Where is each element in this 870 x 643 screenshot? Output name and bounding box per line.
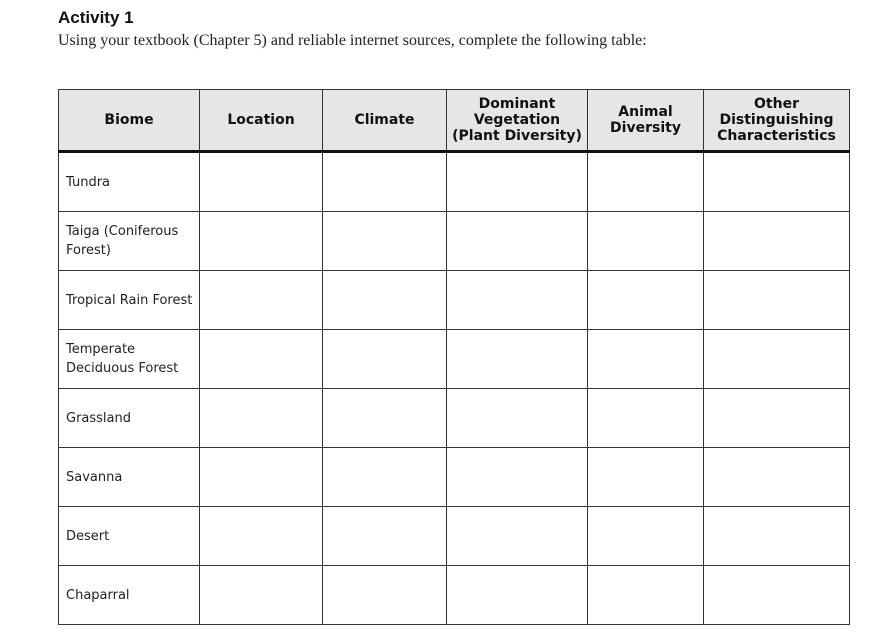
header-other-characteristics: Other Distinguishing Characteristics [704,90,850,152]
vegetation-cell[interactable] [447,566,588,625]
table-header-row [59,90,850,152]
location-cell[interactable] [200,271,323,330]
activity-instructions: Using your textbook (Chapter 5) and reliable internet sources, complete the following table: [58,32,647,49]
biome-name-cell: Savanna [59,448,200,507]
biome-table [58,89,850,625]
location-cell[interactable] [200,212,323,271]
climate-cell[interactable] [323,330,447,389]
climate-cell[interactable] [323,566,447,625]
other-characteristics-cell[interactable] [704,507,850,566]
table-row [59,212,850,271]
location-cell[interactable] [200,152,323,212]
table-row [59,389,850,448]
vegetation-cell[interactable] [447,389,588,448]
climate-cell[interactable] [323,271,447,330]
table-row [59,448,850,507]
table-row [59,566,850,625]
biome-name-cell: Desert [59,507,200,566]
climate-cell[interactable] [323,389,447,448]
table-row [59,271,850,330]
biome-name-cell: Chaparral [59,566,200,625]
vegetation-cell[interactable] [447,271,588,330]
header-location: Location [200,90,323,152]
location-cell[interactable] [200,448,323,507]
vegetation-cell[interactable] [447,448,588,507]
vegetation-cell[interactable] [447,507,588,566]
location-cell[interactable] [200,507,323,566]
animal-diversity-cell[interactable] [588,330,704,389]
other-characteristics-cell[interactable] [704,566,850,625]
table-row [59,507,850,566]
climate-cell[interactable] [323,448,447,507]
biome-name-cell: Temperate Deciduous Forest [59,330,200,389]
header-biome: Biome [59,90,200,152]
animal-diversity-cell[interactable] [588,389,704,448]
vegetation-cell[interactable] [447,152,588,212]
biome-name-cell: Grassland [59,389,200,448]
animal-diversity-cell[interactable] [588,212,704,271]
other-characteristics-cell[interactable] [704,152,850,212]
biome-name-cell: Tropical Rain Forest [59,271,200,330]
table-row [59,330,850,389]
vegetation-cell[interactable] [447,212,588,271]
climate-cell[interactable] [323,152,447,212]
animal-diversity-cell[interactable] [588,507,704,566]
animal-diversity-cell[interactable] [588,566,704,625]
header-climate: Climate [323,90,447,152]
location-cell[interactable] [200,330,323,389]
biome-name-cell: Tundra [59,152,200,212]
other-characteristics-cell[interactable] [704,389,850,448]
animal-diversity-cell[interactable] [588,271,704,330]
location-cell[interactable] [200,389,323,448]
climate-cell[interactable] [323,507,447,566]
table-row [59,152,850,212]
vegetation-cell[interactable] [447,330,588,389]
other-characteristics-cell[interactable] [704,212,850,271]
other-characteristics-cell[interactable] [704,330,850,389]
climate-cell[interactable] [323,212,447,271]
activity-title: Activity 1 [58,8,134,27]
animal-diversity-cell[interactable] [588,448,704,507]
biome-name-cell: Taiga (Coniferous Forest) [59,212,200,271]
other-characteristics-cell[interactable] [704,271,850,330]
location-cell[interactable] [200,566,323,625]
header-dominant-vegetation: Dominant Vegetation (Plant Diversity) [447,90,588,152]
other-characteristics-cell[interactable] [704,448,850,507]
animal-diversity-cell[interactable] [588,152,704,212]
header-animal-diversity: Animal Diversity [588,90,704,152]
